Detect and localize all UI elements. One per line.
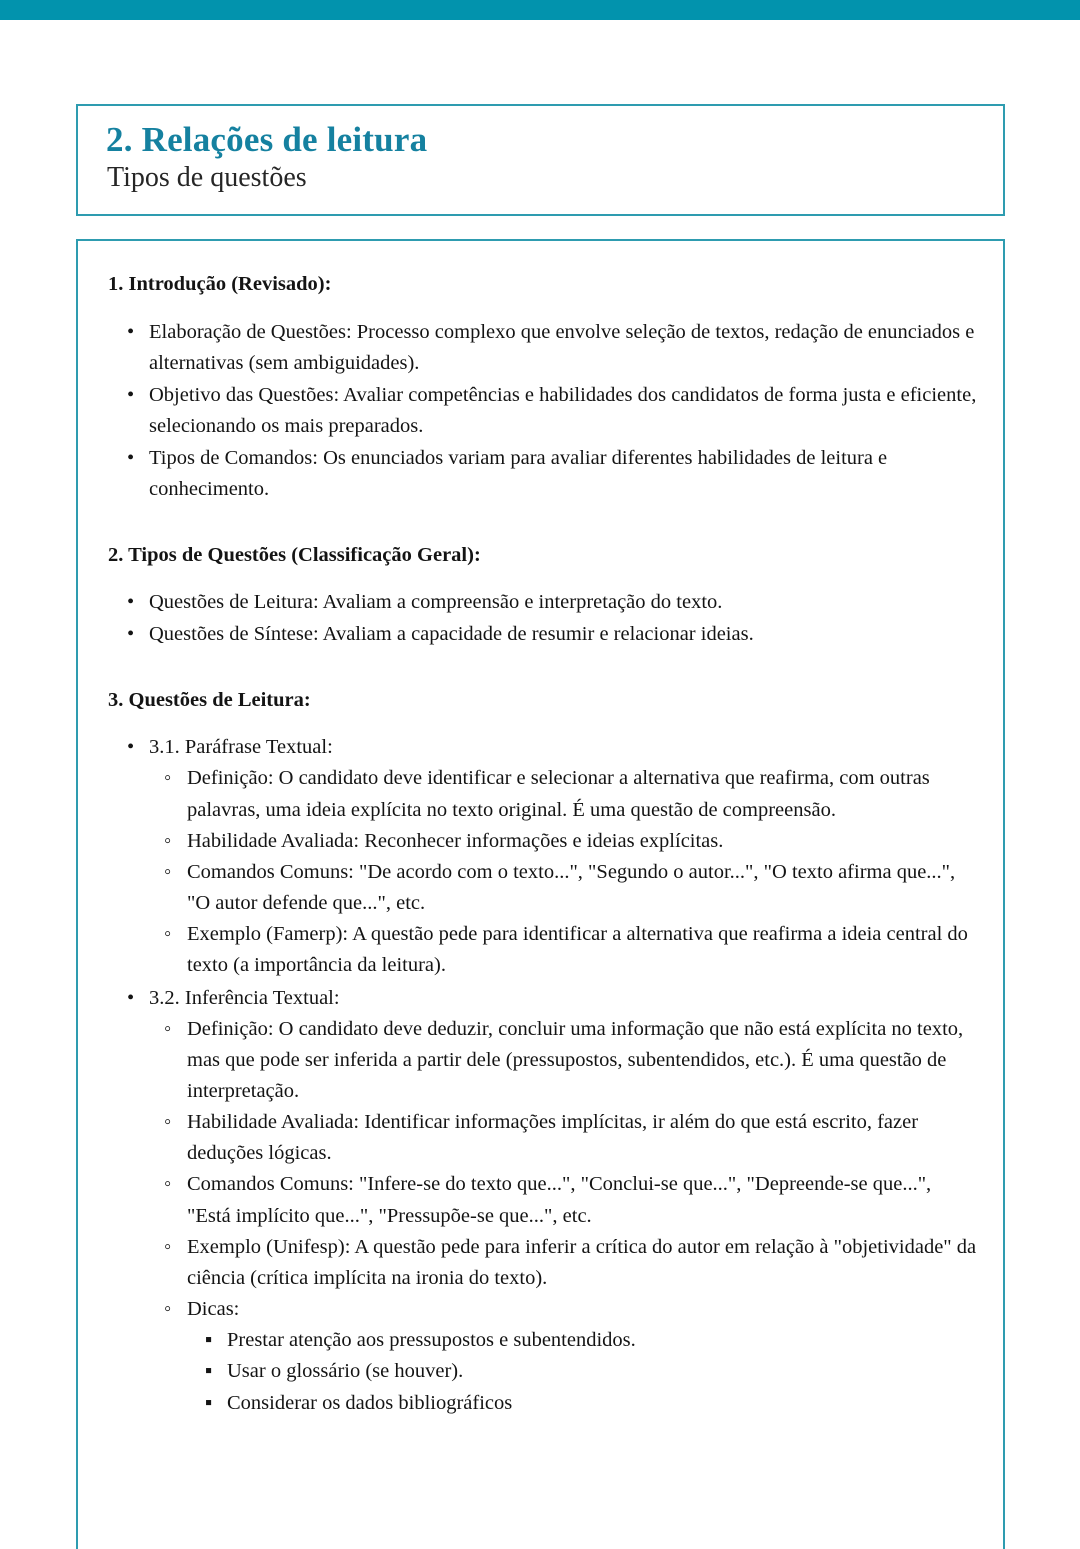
list-item <box>149 919 977 981</box>
page-title: 2. Relações de leitura <box>106 120 428 159</box>
list-item-text: ◦ Habilidade Avaliada: Identificar informações implícitas, ir além do que está escrito, fazer deduções lógicas. <box>187 1107 977 1169</box>
list-item-text: • Questões de Síntese: Avaliam a capacidade de resumir e relacionar ideias. <box>149 619 977 650</box>
list-item-text: • Questões de Leitura: Avaliam a compreensão e interpretação do texto. <box>149 587 977 618</box>
parafrase-points-list <box>149 763 977 981</box>
dicas-list <box>187 1325 977 1418</box>
list-item <box>187 1388 977 1419</box>
list-item-text: ▪ Prestar atenção aos pressupostos e subentendidos. <box>227 1325 977 1356</box>
list-item <box>108 619 977 650</box>
subsection-label: • 3.1. Paráfrase Textual: <box>149 732 977 763</box>
section-1-list <box>108 317 977 506</box>
list-item <box>108 380 977 442</box>
list-item <box>108 317 977 379</box>
dicas-label: ◦ Dicas: <box>187 1294 977 1325</box>
section-3-list <box>108 732 977 1418</box>
list-item <box>149 763 977 825</box>
list-item-text: ◦ Habilidade Avaliada: Reconhecer informações e ideias explícitas. <box>187 826 977 857</box>
list-item-text: ◦ Exemplo (Unifesp): A questão pede para inferir a crítica do autor em relação à "objetividade" da ciência (crítica implícita na ironia do texto). <box>187 1232 977 1294</box>
list-item-text: • Objetivo das Questões: Avaliar competências e habilidades dos candidatos de forma justa e eficiente, selecionando os mais preparados. <box>149 380 977 442</box>
list-item-text: ◦ Definição: O candidato deve deduzir, concluir uma informação que não está explícita no texto, mas que pode ser inferida a partir dele (pressupostos, subentendidos, etc.). É uma questão de interpretação. <box>187 1014 977 1107</box>
section-heading-tipos-de-questoes: 2. Tipos de Questões (Classificação Geral): <box>108 543 481 566</box>
inferencia-points-list <box>149 1014 977 1419</box>
title-card <box>76 104 1005 216</box>
subsection-parafrase-textual <box>108 732 977 981</box>
list-item <box>187 1325 977 1356</box>
list-item-text: ▪ Usar o glossário (se houver). <box>227 1356 977 1387</box>
content-body <box>78 241 1003 1419</box>
list-item <box>108 443 977 505</box>
list-item <box>149 1169 977 1231</box>
list-item-text: ◦ Comandos Comuns: "De acordo com o texto...", "Segundo o autor...", "O texto afirma que...", "O autor defende que...", etc. <box>187 857 977 919</box>
list-item <box>149 1014 977 1107</box>
list-item-text: ▪ Considerar os dados bibliográficos <box>227 1388 977 1419</box>
dicas-group <box>149 1294 977 1419</box>
top-accent-band <box>0 0 1080 20</box>
list-item <box>149 1107 977 1169</box>
section-heading-questoes-de-leitura: 3. Questões de Leitura: <box>108 688 311 711</box>
content-card <box>76 239 1005 1549</box>
list-item-text: • Tipos de Comandos: Os enunciados variam para avaliar diferentes habilidades de leitura e conhecimento. <box>149 443 977 505</box>
list-item <box>187 1356 977 1387</box>
list-item-text: • Elaboração de Questões: Processo complexo que envolve seleção de textos, redação de enunciados e alternativas (sem ambiguidades). <box>149 317 977 379</box>
list-item-text: ◦ Definição: O candidato deve identificar e selecionar a alternativa que reafirma, com outras palavras, uma ideia explícita no texto original. É uma questão de compreensão. <box>187 763 977 825</box>
list-item <box>149 1232 977 1294</box>
document-page <box>0 20 1080 1528</box>
list-item <box>108 587 977 618</box>
list-item <box>149 857 977 919</box>
section-2-list <box>108 587 977 650</box>
subsection-label: • 3.2. Inferência Textual: <box>149 983 977 1014</box>
page-subtitle: Tipos de questões <box>107 162 307 193</box>
subsection-inferencia-textual <box>108 983 977 1419</box>
list-item <box>149 826 977 857</box>
list-item-text: ◦ Comandos Comuns: "Infere-se do texto que...", "Conclui-se que...", "Depreende-se que...", "Está implícito que...", "Pressupõe-se que...", etc. <box>187 1169 977 1231</box>
list-item-text: ◦ Exemplo (Famerp): A questão pede para identificar a alternativa que reafirma a ideia central do texto (a importância da leitura). <box>187 919 977 981</box>
section-heading-introducao: 1. Introdução (Revisado): <box>108 273 332 295</box>
